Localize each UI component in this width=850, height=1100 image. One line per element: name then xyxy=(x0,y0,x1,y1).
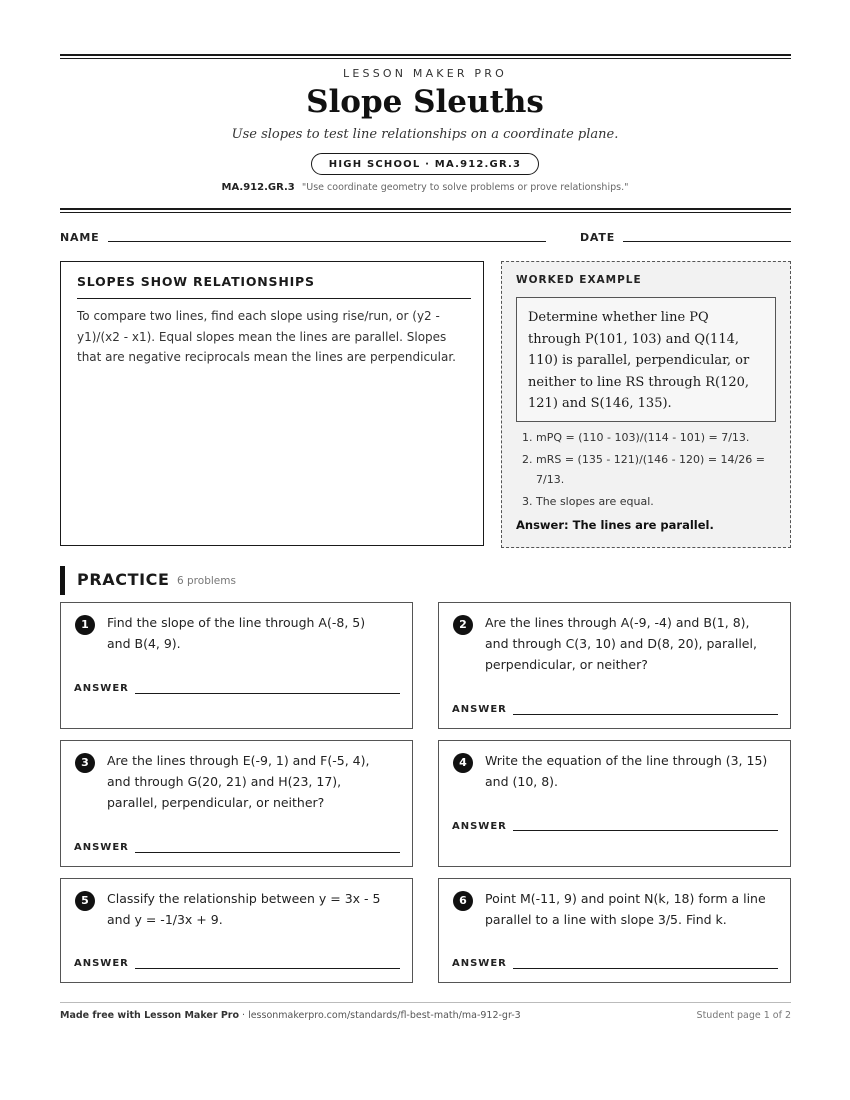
answer-label: ANSWER xyxy=(74,958,129,969)
standard-line xyxy=(0,182,850,193)
answer-field[interactable] xyxy=(135,968,400,969)
answer-label: ANSWER xyxy=(452,821,507,832)
answer-label: ANSWER xyxy=(452,704,507,715)
problem-number: 1 xyxy=(75,615,95,635)
problem-card-1 xyxy=(60,602,413,729)
problem-number: 4 xyxy=(453,753,473,773)
grade-standard-badge: HIGH SCHOOL · MA.912.GR.3 xyxy=(311,153,539,175)
answer-label: ANSWER xyxy=(74,683,129,694)
answer-field[interactable] xyxy=(135,693,400,694)
answer-label: ANSWER xyxy=(74,842,129,853)
practice-heading: PRACTICE xyxy=(77,570,170,589)
concept-divider xyxy=(77,298,471,299)
worksheet-subtitle: Use slopes to test line relationships on a coordinate plane. xyxy=(231,127,619,142)
problem-card-6 xyxy=(438,878,791,983)
answer-field[interactable] xyxy=(513,714,778,715)
worksheet-title: Slope Sleuths xyxy=(306,84,544,120)
problem-number: 6 xyxy=(453,891,473,911)
problem-card-2 xyxy=(438,602,791,729)
name-label: NAME xyxy=(60,231,100,244)
practice-count: 6 problems xyxy=(177,575,236,587)
worked-example-box xyxy=(501,261,791,548)
standard-code: MA.912.GR.3 xyxy=(221,182,295,193)
footer-url[interactable]: · lessonmakerpro.com/standards/fl-best-math/ma-912-gr-3 xyxy=(239,1010,521,1021)
concept-box xyxy=(60,261,484,546)
problem-card-3 xyxy=(60,740,413,867)
answer-field[interactable] xyxy=(135,852,400,853)
problem-text: Find the slope of the line through A(-8, 5) and B(4, 9). xyxy=(107,615,366,651)
problem-number: 5 xyxy=(75,891,95,911)
footer-page-number: Student page 1 of 2 xyxy=(696,1010,791,1021)
problem-text: Classify the relationship between y = 3x - 5 and y = -1/3x + 9. xyxy=(107,891,381,927)
answer-field[interactable] xyxy=(513,830,778,831)
problem-card-5 xyxy=(60,878,413,983)
footer-made-with: Made free with Lesson Maker Pro xyxy=(60,1010,240,1021)
worked-example-step: 3. The slopes are equal. xyxy=(522,495,654,508)
top-rule xyxy=(60,54,791,56)
problem-text: Are the lines through E(-9, 1) and F(-5, 4), and through G(20, 21) and H(23, 17), parallel, perpendicular, or neither? xyxy=(107,753,370,810)
name-field[interactable] xyxy=(108,241,546,242)
problem-card-4 xyxy=(438,740,791,867)
worked-example-label: WORKED EXAMPLE xyxy=(516,274,642,286)
problem-text: Are the lines through A(-9, -4) and B(1, 8), and through C(3, 10) and D(8, 20), parallel, perpendicular, or neither? xyxy=(485,615,757,672)
problem-text: Write the equation of the line through (3, 15) and (10, 8). xyxy=(485,753,768,789)
worked-example-answer: Answer: The lines are parallel. xyxy=(516,518,714,532)
problem-number: 3 xyxy=(75,753,95,773)
brand-name: LESSON MAKER PRO xyxy=(343,67,507,80)
worked-example-prompt: Determine whether line PQ through P(101, 103) and Q(114, 110) is parallel, perpendicular, or neither to line RS through R(120, 121) and S(146, 135). xyxy=(516,297,776,422)
footer-credit xyxy=(60,1010,521,1021)
date-field[interactable] xyxy=(623,241,791,242)
standard-description: "Use coordinate geometry to solve problems or prove relationships." xyxy=(301,182,629,193)
problem-number: 2 xyxy=(453,615,473,635)
worked-example-step: 2. mRS = (135 - 121)/(146 - 120) = 14/26 = 7/13. xyxy=(522,453,765,486)
date-label: DATE xyxy=(580,231,616,244)
footer-rule xyxy=(60,1002,791,1003)
answer-field[interactable] xyxy=(513,968,778,969)
concept-body: To compare two lines, find each slope using rise/run, or (y2 - y1)/(x2 - x1). Equal slopes mean the lines are parallel. Slopes that are negative reciprocals mean the lines are perpendicular. xyxy=(77,309,456,364)
answer-label: ANSWER xyxy=(452,958,507,969)
problem-text: Point M(-11, 9) and point N(k, 18) form a line parallel to a line with slope 3/5. Find k. xyxy=(485,891,766,927)
worked-example-steps xyxy=(522,428,782,514)
worked-example-step: 1. mPQ = (110 - 103)/(114 - 101) = 7/13. xyxy=(522,431,750,444)
header-bottom-rule xyxy=(60,208,791,210)
practice-accent-bar xyxy=(60,566,65,595)
concept-heading: SLOPES SHOW RELATIONSHIPS xyxy=(77,274,315,289)
